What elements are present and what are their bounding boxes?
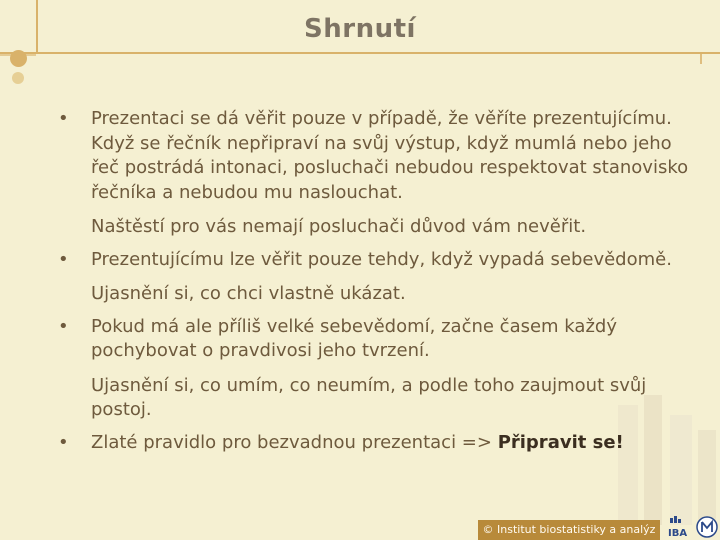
list-item — [58, 315, 703, 364]
bullet-icon: • — [58, 431, 69, 453]
list-item-text: Prezentujícímu lze věřit pouze tehdy, když vypadá sebevědomě. — [91, 248, 672, 270]
list-item — [58, 431, 703, 456]
decorative-dot-large — [10, 50, 27, 67]
list-item-text: Zlaté pravidlo pro bezvadnou prezentaci => — [91, 431, 498, 453]
logo-text: IBA — [668, 528, 688, 539]
list-item-text: Prezentaci se dá věřit pouze v případě, že věříte prezentujícímu. Když se řečník nepřipraví na svůj výstup, když mumlá nebo jeho řeč postrádá intonaci, posluchači nebudou respektovat stanovisko řečníka a nebudou mu naslouchat. — [91, 108, 689, 203]
list-item-note: Naštěstí pro vás nemají posluchači důvod vám nevěřit. — [91, 216, 587, 237]
list-item-note: Ujasnění si, co umím, co neumím, a podle toho zaujmout svůj postoj. — [91, 374, 647, 420]
page-title: Shrnutí — [304, 14, 416, 44]
list-item — [58, 248, 703, 273]
frame-top-line — [0, 52, 720, 54]
list-item-text: Pokud má ale příliš velké sebevědomí, začne časem každý pochybovat o pravdivosi jeho tvrzení. — [91, 315, 617, 361]
institute-logo-icon — [664, 514, 720, 540]
decorative-dot-small — [12, 72, 24, 84]
list-item-note: Ujasnění si, co chci vlastně ukázat. — [91, 283, 406, 304]
bullet-icon: • — [58, 108, 69, 129]
summary-list — [58, 107, 703, 455]
bullet-icon: • — [58, 315, 69, 337]
bullet-icon: • — [58, 248, 69, 270]
frame-right-line — [700, 54, 702, 64]
list-item-emphasis: Připravit se! — [497, 431, 624, 453]
list-item — [58, 107, 703, 205]
footer-institute-label: © Institut biostatistiky a analýz — [482, 523, 656, 536]
